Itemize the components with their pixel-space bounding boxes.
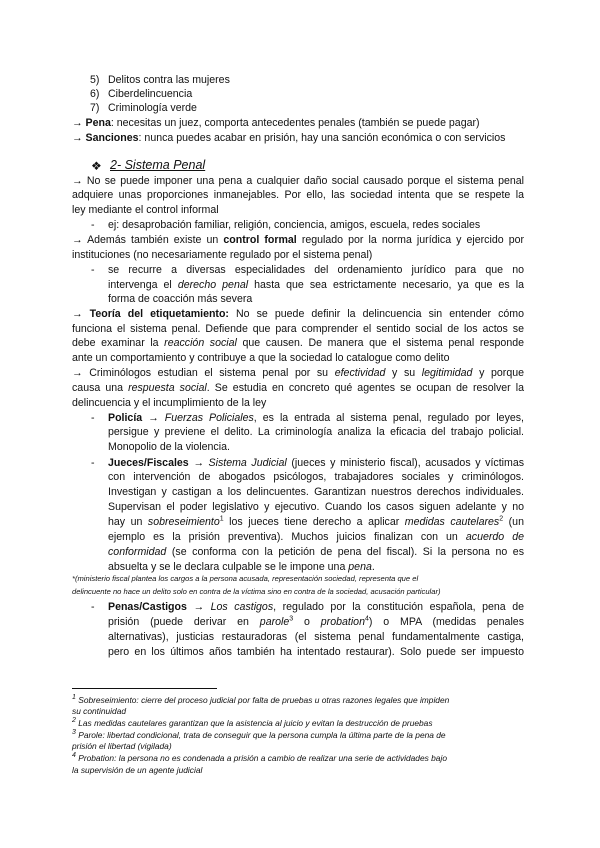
paragraph-line: ley mediante el control informal	[72, 204, 219, 216]
jueces-text: Investigan y castigan a los delincuentes. Garantizan nuestros derechos individuales.	[108, 486, 524, 498]
dash-bullet: -	[91, 601, 95, 613]
footnote: su continuidad	[72, 706, 127, 716]
footnote: la supervisión de un agente judicial	[72, 765, 203, 775]
paragraph-line: causa una respuesta social. Se estudia en concreto qué agentes se ocupan de resolver la	[72, 382, 524, 394]
note-line: delincuente no hace un delito solo en contra de la víctima sino en contra de la sociedad, acusación particular)	[72, 587, 441, 596]
policia-text: persigue y previene el delito. La criminología analiza la eficacia del trabajo policial.	[108, 426, 524, 438]
sanciones-line: → Sanciones: nunca puedes acabar en prisión, hay una sanción económica o con servicios	[72, 132, 506, 144]
dash-bullet: -	[91, 219, 95, 231]
section-title: 2- Sistema Penal	[110, 158, 206, 172]
sub-bullet-text: se recurre a diversas especialidades del ordenamiento jurídico para que no	[108, 264, 524, 276]
dash-bullet: -	[91, 264, 95, 276]
list-item: Criminología verde	[108, 102, 197, 114]
pena-line: → Pena: necesitas un juez, comporta antecedentes penales (también se puede pagar)	[72, 117, 480, 129]
jueces-text: ejemplo es la prisión preventiva). Muchos juicios finalizan con un acuerdo de	[108, 531, 524, 543]
dash-bullet: -	[91, 412, 95, 424]
list-number: 7)	[90, 102, 100, 114]
penas-text: Penas/Castigos → Los castigos, regulado por la constitución española, pena de	[108, 601, 525, 613]
jueces-text: Jueces/Fiscales → Sistema Judicial (jueces y ministerio fiscal), acusados y víctimas	[108, 457, 525, 469]
paragraph-line: instituciones (no necesariamente regulado por el sistema penal)	[72, 249, 373, 261]
policia-text: Monopolio de la violencia.	[108, 441, 230, 453]
penas-text: pero en los últimos años también ha intentado restaurar). Solo puede ser impuesto	[108, 646, 524, 658]
jueces-text: Supervisan el poder legislativo y ejecutivo. Cuando los casos siguen adelante y no	[108, 501, 524, 513]
footnote: prisión el libertad (vigilada)	[72, 741, 172, 751]
diamond-bullet-icon: ❖	[91, 159, 102, 173]
paragraph-line: delincuencia y el incumplimiento de la ley	[72, 397, 267, 409]
jueces-text: conformidad (se conforma con la petición de pena del fiscal). Si la persona no es	[108, 546, 524, 558]
paragraph-line: funciona el sistema penal. Defiende que para comprender el sentido social de los actos se	[72, 323, 524, 335]
dash-bullet: -	[91, 457, 95, 469]
footnote-divider	[72, 688, 217, 689]
list-item: Delitos contra las mujeres	[108, 74, 230, 86]
jueces-text: absuelta y se le declara culpable se le impone una pena.	[108, 561, 375, 573]
footnote: $^3$ Parole: libertad condicional, trata de conseguir que la persona cumpla la última parte de la pena de	[72, 729, 446, 740]
footnote: $^1$ Sobreseimiento: cierre del proceso judicial por falta de pruebas u otras razones legales que impiden	[72, 694, 450, 705]
paragraph-line: debe examinar la reacción social que causen. De manera que el sistema penal responde	[72, 337, 525, 349]
paragraph-line: → No se puede imponer una pena a cualquier daño social causado porque el sistema penal	[72, 175, 524, 187]
jueces-text: con intervención de abogados psicólogos, trabajadores sociales y criminólogos.	[108, 471, 524, 483]
sub-bullet-text: ej: desaprobación familiar, religión, conciencia, amigos, escuela, redes sociales	[108, 219, 481, 231]
list-number: 5)	[90, 74, 100, 86]
sub-bullet-text: intervenga el derecho penal hasta que sea estrictamente necesario, ya que es la	[108, 279, 524, 291]
paragraph-line: ante un comportamiento y contribuye a que la sociedad lo catalogue como delito	[72, 352, 450, 364]
sub-bullet-text: forma de coacción más severa	[108, 293, 253, 305]
jueces-text: hay un sobreseimiento$^1$ los jueces tiene derecho a aplicar medidas cautelares$^2$ (un	[108, 515, 524, 528]
footnote: $^2$ Las medidas cautelares garantizan que la asistencia al juicio y evitan la destrucción de pruebas	[72, 717, 433, 728]
penas-text: prisión (puede derivar en parole$^3$ o probation$^4$) o MPA (medidas penales	[108, 615, 524, 628]
paragraph-line: adquiere unas proporciones inmanejables. Por ello, las sociedad intenta que se respete la	[72, 189, 524, 201]
list-item: Ciberdelincuencia	[108, 88, 193, 100]
paragraph-line: → Teoría del etiquetamiento: No se puede definir la delincuencia sin entender cómo	[72, 308, 524, 320]
paragraph-line: → Criminólogos estudian el sistema penal por su efectividad y su legitimidad y porque	[72, 367, 524, 379]
penas-text: alternativas), justicias restauradoras (el sistema penal fundamentalmente castiga,	[108, 631, 524, 643]
note-line: *(ministerio fiscal plantea los cargos a la persona acusada, representación sociedad, representa que el	[72, 574, 419, 583]
list-number: 6)	[90, 88, 100, 100]
footnote: $^4$ Probation: la persona no es condenada a prisión a cambio de realizar una serie de actividades bajo	[72, 752, 447, 763]
policia-text: Policía → Fuerzas Policiales, es la entrada al sistema penal, regulado por leyes,	[108, 412, 524, 424]
paragraph-line: → Además también existe un control formal regulado por la norma jurídica y ejercido por	[72, 234, 525, 246]
